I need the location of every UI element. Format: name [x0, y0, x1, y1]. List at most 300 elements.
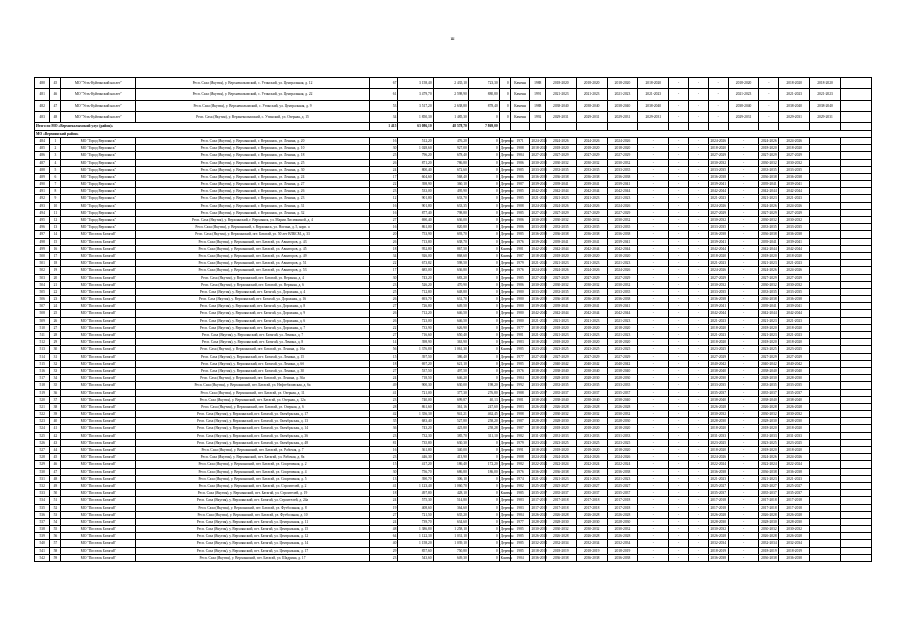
- table-cell: МО "Поселок Батагай": [61, 245, 136, 252]
- table-cell: МО "Город Верхоянск": [61, 209, 136, 216]
- table-cell: 743,20: [398, 425, 433, 432]
- table-cell: 2028-2030: [607, 418, 638, 425]
- table-cell: 2027-2029: [531, 210, 548, 215]
- table-row: [35, 202, 872, 209]
- table-cell: -: [638, 454, 669, 461]
- table-cell: -: [728, 209, 759, 216]
- table-cell: МО "Поселок Батагай": [61, 490, 136, 497]
- table-cell: -: [669, 252, 689, 259]
- table-cell: -: [638, 231, 669, 238]
- table-cell: 2027-2029: [545, 353, 576, 360]
- table-cell: 2018-2020: [545, 425, 576, 432]
- table-cell: 2038-2040: [779, 396, 810, 403]
- table-cell: 2040-2042: [759, 360, 779, 367]
- table-cell: 0: [468, 439, 499, 446]
- table-cell: [840, 533, 871, 540]
- table-cell: 2018-2020: [545, 252, 576, 259]
- totals-cell: [530, 123, 545, 130]
- table-cell: 2018-2019: [708, 547, 728, 554]
- table-cell: -: [689, 504, 709, 511]
- table-cell: 926,00: [398, 252, 433, 259]
- housing-register-table: [34, 77, 872, 562]
- table-cell: 2036-2038: [576, 173, 607, 180]
- table-cell: -: [638, 166, 669, 173]
- table-cell: 2027-2029: [545, 152, 576, 159]
- table-cell: 2031-2033: [576, 432, 607, 439]
- table-cell: -: [638, 439, 669, 446]
- table-cell: 2023-2025: [545, 439, 576, 446]
- table-cell: МО "Усть-Куйгинский наслег": [61, 111, 136, 122]
- table-cell: 24: [369, 166, 398, 173]
- table-cell: -: [669, 367, 689, 374]
- table-cell: -: [689, 260, 709, 267]
- table-cell: -: [728, 217, 759, 224]
- table-cell: 2033-2035: [779, 382, 810, 389]
- table-cell: 0: [468, 526, 499, 533]
- table-row: [35, 303, 872, 310]
- table-cell: 2017-2018: [759, 497, 779, 504]
- table-row: [35, 231, 872, 238]
- table-cell: Деревян: [500, 390, 514, 395]
- table-cell: 2017-2018: [545, 497, 576, 504]
- table-cell: 3: [50, 152, 61, 159]
- table-cell: 900,30: [398, 382, 433, 389]
- table-cell: Деревян: [500, 282, 514, 287]
- table-cell: 523: [35, 418, 50, 425]
- table-cell: [810, 554, 841, 561]
- table-cell: 2033-2035: [545, 224, 576, 231]
- table-cell: [840, 202, 871, 209]
- table-cell: -: [669, 454, 689, 461]
- table-cell: -: [638, 425, 669, 432]
- table-cell: 2026-2028: [545, 511, 576, 518]
- table-cell: 2038-2040: [779, 100, 810, 111]
- table-cell: 52: [50, 504, 61, 511]
- table-cell: 0: [499, 100, 510, 111]
- table-cell: -: [689, 332, 709, 339]
- table-cell: 2036-2038: [779, 231, 810, 238]
- table-cell: Респ. Саха (Якутия), у. Верхоянский, пгт. Батагай, ул. Ленина, д. 15: [136, 353, 369, 360]
- table-cell: -: [669, 389, 689, 396]
- table-cell: 2039-2041: [531, 304, 548, 309]
- table-cell: -: [708, 89, 728, 100]
- table-cell: 43: [50, 439, 61, 446]
- table-cell: -: [689, 360, 709, 367]
- table-cell: [810, 188, 841, 195]
- table-cell: 3 517,20: [398, 100, 433, 111]
- table-cell: Деревян: [500, 275, 514, 280]
- table-cell: Респ. Саха (Якутия), у. Верхоянский, пгт. Батагай, ул. Ленина, д. 30: [136, 367, 369, 374]
- table-cell: МО "Поселок Батагай": [61, 324, 136, 331]
- totals-cell: [728, 123, 759, 130]
- table-cell: [810, 447, 841, 454]
- table-cell: Деревян: [500, 167, 514, 172]
- totals-cell: [759, 123, 779, 130]
- table-cell: [810, 152, 841, 159]
- table-cell: 2028-2030: [779, 518, 810, 525]
- table-cell: 712,20: [398, 310, 433, 317]
- table-cell: 482: [35, 100, 50, 111]
- table-cell: [840, 526, 871, 533]
- table-row: [35, 461, 872, 468]
- table-cell: 2021-2023: [779, 89, 810, 100]
- table-cell: 2026-2028: [779, 533, 810, 540]
- table-cell: 2024-2026: [607, 267, 638, 274]
- table-cell: Деревян: [500, 146, 514, 151]
- table-cell: -: [759, 111, 779, 122]
- table-cell: -: [669, 202, 689, 209]
- table-cell: 2021-2023: [779, 475, 810, 482]
- table-cell: Каменн: [500, 555, 513, 560]
- table-cell: 1980: [510, 288, 530, 295]
- table-cell: 2039-2041: [576, 238, 607, 245]
- table-cell: [810, 382, 841, 389]
- table-cell: 2038-2040: [607, 100, 638, 111]
- table-cell: 9: [50, 195, 61, 202]
- table-cell: [810, 332, 841, 339]
- table-cell: 633,35: [433, 202, 468, 209]
- table-cell: -: [728, 137, 759, 144]
- table-cell: 0: [468, 490, 499, 497]
- table-cell: 0: [468, 475, 499, 482]
- table-row: [35, 518, 872, 525]
- table-cell: 1985: [510, 547, 530, 554]
- table-cell: 20: [369, 231, 398, 238]
- table-cell: 497,80: [398, 490, 433, 497]
- table-cell: Деревян: [500, 138, 514, 143]
- table-cell: -: [638, 188, 669, 195]
- table-cell: 2038-2040: [759, 367, 779, 374]
- table-cell: [810, 375, 841, 382]
- table-cell: 0: [468, 324, 499, 331]
- table-cell: МО "Поселок Батагай": [61, 367, 136, 374]
- table-cell: 537: [35, 518, 50, 525]
- table-cell: 24: [369, 497, 398, 504]
- table-cell: 649,50: [433, 303, 468, 310]
- table-cell: 47: [50, 100, 61, 111]
- table-cell: Респ. Саха (Якутия), у. Верхнеколымский, с. Утинский, ул. Центральная, д. 22: [136, 89, 369, 100]
- table-cell: Респ. Саха (Якутия), у. Верхоянский, пгт. Батагай, ул. Футбольная, д. 10: [136, 511, 369, 518]
- table-cell: -: [689, 346, 709, 353]
- table-cell: -: [669, 482, 689, 489]
- table-cell: 15: [369, 353, 398, 360]
- table-cell: 2026-2028: [607, 403, 638, 410]
- table-cell: Деревян: [500, 304, 514, 309]
- table-cell: 857,60: [398, 547, 433, 554]
- table-cell: -: [669, 497, 689, 504]
- table-cell: 2042-2044: [545, 188, 576, 195]
- table-cell: 721,00: [398, 389, 433, 396]
- table-cell: [840, 490, 871, 497]
- table-cell: 2018-2020: [531, 146, 548, 151]
- table-cell: 2029-2031: [810, 111, 841, 122]
- table-cell: 2018-2020: [545, 447, 576, 454]
- table-cell: [840, 245, 871, 252]
- table-cell: 23: [369, 454, 398, 461]
- table-cell: 2029-2031: [545, 111, 576, 122]
- table-cell: 0: [468, 339, 499, 346]
- table-cell: 621,10: [433, 360, 468, 367]
- table-cell: 534: [35, 497, 50, 504]
- table-cell: -: [669, 238, 689, 245]
- table-row: [35, 439, 872, 446]
- table-cell: 2025-2027: [779, 482, 810, 489]
- table-cell: Деревян: [500, 160, 514, 165]
- table-cell: 2039-2041: [576, 303, 607, 310]
- table-cell: 2024-2026: [531, 268, 548, 273]
- table-cell: 2021-2023: [708, 260, 728, 267]
- table-cell: 2024-2026: [576, 267, 607, 274]
- table-cell: -: [669, 303, 689, 310]
- table-cell: 2042-2044: [708, 188, 728, 195]
- table-cell: 1976: [510, 267, 530, 274]
- table-cell: -: [638, 389, 669, 396]
- table-cell: 408,60: [398, 504, 433, 511]
- table-cell: [810, 367, 841, 374]
- table-cell: 2023-2025: [759, 439, 779, 446]
- table-cell: 1992: [530, 111, 545, 122]
- table-row: [35, 89, 872, 100]
- table-cell: Деревян: [500, 289, 514, 294]
- table-cell: 36: [50, 389, 61, 396]
- table-cell: 0: [499, 111, 510, 122]
- table-cell: 2032-2034: [545, 540, 576, 547]
- table-cell: 2039-2041: [708, 238, 728, 245]
- table-cell: -: [638, 468, 669, 475]
- table-cell: 743,20: [398, 274, 433, 281]
- table-row: [35, 245, 872, 252]
- table-cell: -: [689, 324, 709, 331]
- table-cell: 2029-2031: [779, 111, 810, 122]
- table-cell: 2042-2044: [545, 310, 576, 317]
- table-cell: 2030-2032: [576, 281, 607, 288]
- table-cell: 2030-2032: [779, 526, 810, 533]
- table-cell: 2018-2020: [810, 78, 841, 89]
- table-cell: Деревян: [500, 354, 514, 359]
- table-cell: 2030-2032: [545, 217, 576, 224]
- table-cell: 2036-2038: [607, 231, 638, 238]
- table-row: [35, 418, 872, 425]
- table-cell: 1 158,20: [398, 540, 433, 547]
- table-cell: 712,80: [398, 288, 433, 295]
- table-cell: Деревян: [500, 333, 514, 338]
- table-cell: -: [689, 202, 709, 209]
- table-cell: 58: [50, 547, 61, 554]
- table-cell: -: [638, 375, 669, 382]
- table-cell: 40: [50, 418, 61, 425]
- table-cell: 2023-2025: [779, 346, 810, 353]
- table-cell: -: [669, 274, 689, 281]
- table-cell: 2030-2032: [607, 411, 638, 418]
- table-cell: Деревян: [500, 376, 514, 381]
- table-cell: 686,80: [433, 468, 468, 475]
- table-cell: 524: [35, 425, 50, 432]
- table-cell: Деревян: [500, 239, 514, 244]
- table-cell: 1 258,10: [433, 526, 468, 533]
- table-cell: 476,20: [433, 137, 468, 144]
- table-cell: 2024-2026: [576, 202, 607, 209]
- table-cell: 2035-2037: [708, 389, 728, 396]
- table-cell: 2026-2028: [545, 403, 576, 410]
- table-cell: -: [669, 533, 689, 540]
- table-cell: МО "Поселок Батагай": [61, 475, 136, 482]
- table-cell: 901,80: [398, 202, 433, 209]
- table-cell: -: [638, 260, 669, 267]
- table-cell: 2035-2037: [607, 389, 638, 396]
- table-cell: 2040-2042: [545, 360, 576, 367]
- table-cell: 0: [468, 367, 499, 374]
- table-cell: 35: [369, 418, 398, 425]
- table-cell: 46: [50, 461, 61, 468]
- table-cell: -: [669, 281, 689, 288]
- table-cell: [810, 245, 841, 252]
- table-cell: -: [669, 425, 689, 432]
- table-cell: [810, 475, 841, 482]
- table-cell: [840, 238, 871, 245]
- table-cell: -: [669, 317, 689, 324]
- table-cell: Респ. Саха (Якутия), у. Верхоянский, г. Верхоянск, ул. Ленина, д. 20: [136, 137, 369, 144]
- table-cell: 2027-2029: [531, 354, 548, 359]
- table-cell: 518: [35, 382, 50, 389]
- table-cell: 2018-2020: [576, 252, 607, 259]
- table-cell: [810, 439, 841, 446]
- table-row: [35, 267, 872, 274]
- section-header-row: [35, 130, 872, 137]
- table-cell: -: [708, 111, 728, 122]
- table-cell: -: [728, 425, 759, 432]
- table-cell: 35: [50, 382, 61, 389]
- table-cell: 2027-2029: [779, 274, 810, 281]
- table-cell: 0: [468, 111, 499, 122]
- table-cell: МО "Поселок Батагай": [61, 547, 136, 554]
- table-cell: 2030-2032: [779, 217, 810, 224]
- table-cell: 2021-2023: [576, 89, 607, 100]
- table-cell: -: [689, 518, 709, 525]
- table-cell: -: [728, 339, 759, 346]
- table-cell: 521: [35, 403, 50, 410]
- table-cell: [840, 231, 871, 238]
- table-cell: Деревян: [500, 361, 514, 366]
- table-cell: -: [689, 547, 709, 554]
- table-cell: 27: [369, 332, 398, 339]
- table-cell: Деревян: [500, 448, 514, 453]
- table-cell: 2036-2038: [708, 231, 728, 238]
- table-cell: -: [669, 166, 689, 173]
- table-cell: 723,00: [398, 317, 433, 324]
- table-cell: 31: [50, 353, 61, 360]
- table-cell: -: [689, 78, 709, 89]
- table-cell: 26: [369, 296, 398, 303]
- table-cell: [840, 454, 871, 461]
- table-cell: [840, 332, 871, 339]
- table-cell: 25: [50, 310, 61, 317]
- table-cell: -: [638, 396, 669, 403]
- table-cell: 723,30: [468, 78, 499, 89]
- table-cell: 502: [35, 267, 50, 274]
- table-cell: Респ. Саха (Якутия), у. Верхоянский, пгт. Батагай, ул. Верхняя, д. 4: [136, 274, 369, 281]
- table-cell: Респ. Саха (Якутия), у. Верхоянский, пгт. Батагай, ул. Авиаторов, д. 49: [136, 252, 369, 259]
- table-cell: 33: [50, 367, 61, 374]
- table-cell: 2018-2020: [607, 447, 638, 454]
- table-cell: -: [728, 195, 759, 202]
- table-cell: 2023-2025: [545, 346, 576, 353]
- table-cell: -: [638, 267, 669, 274]
- table-cell: 2026-2028: [607, 533, 638, 540]
- table-cell: 2039-2041: [545, 238, 576, 245]
- table-cell: 2021-2023: [779, 260, 810, 267]
- table-cell: 2033-2035: [576, 166, 607, 173]
- table-cell: 2030-2032: [545, 411, 576, 418]
- table-cell: 2021-2023: [759, 332, 779, 339]
- table-cell: -: [669, 403, 689, 410]
- table-cell: 878,40: [468, 100, 499, 111]
- table-cell: 2027-2029: [607, 353, 638, 360]
- table-cell: [810, 511, 841, 518]
- table-cell: Деревян: [500, 210, 514, 215]
- table-cell: 2024-2026: [708, 202, 728, 209]
- table-cell: [840, 296, 871, 303]
- table-cell: 1986: [510, 224, 530, 231]
- table-cell: 2036-2038: [708, 468, 728, 475]
- table-cell: 29: [369, 547, 398, 554]
- table-cell: 2026-2028: [759, 511, 779, 518]
- table-cell: 53: [369, 100, 398, 111]
- table-cell: 1984: [510, 375, 530, 382]
- table-cell: [810, 360, 841, 367]
- table-cell: -: [638, 411, 669, 418]
- table-cell: 2036-2038: [607, 554, 638, 561]
- table-cell: 635,20: [433, 511, 468, 518]
- table-cell: 536: [35, 511, 50, 518]
- table-cell: 2036-2038: [576, 468, 607, 475]
- table-cell: -: [689, 195, 709, 202]
- table-cell: 952,80: [398, 245, 433, 252]
- table-cell: 0: [468, 267, 499, 274]
- totals-cell: 1 415: [369, 123, 398, 130]
- table-cell: 2018-2020: [531, 253, 548, 258]
- table-cell: 2028-2030: [779, 375, 810, 382]
- table-cell: -: [728, 511, 759, 518]
- table-cell: 718,50: [398, 375, 433, 382]
- table-cell: 513: [35, 346, 50, 353]
- table-cell: 23: [369, 432, 398, 439]
- table-cell: 2036-2038: [708, 554, 728, 561]
- table-row: [35, 111, 872, 122]
- table-cell: 2018-2020: [607, 324, 638, 331]
- table-cell: 501: [35, 260, 50, 267]
- table-cell: 699,87: [433, 396, 468, 403]
- table-cell: -: [728, 482, 759, 489]
- table-cell: 2021-2023: [708, 195, 728, 202]
- table-cell: 53: [50, 511, 61, 518]
- table-cell: Респ. Саха (Якутия), у. Верхоянский, пгт. Батагай, ул. Октябрьская, д. 17: [136, 411, 369, 418]
- table-cell: 2017-2018: [607, 504, 638, 511]
- table-cell: -: [669, 511, 689, 518]
- table-cell: 735,80: [398, 439, 433, 446]
- table-cell: -: [669, 360, 689, 367]
- table-cell: 18: [369, 245, 398, 252]
- table-cell: -: [669, 173, 689, 180]
- table-cell: -: [728, 447, 759, 454]
- table-cell: 2033-2035: [759, 288, 779, 295]
- table-cell: 2027-2029: [531, 275, 548, 280]
- table-cell: [840, 137, 871, 144]
- table-cell: 2021-2023: [531, 333, 548, 338]
- table-cell: 2023-2025: [531, 440, 548, 445]
- table-cell: МО "Поселок Батагай": [61, 482, 136, 489]
- table-cell: 16: [369, 224, 398, 231]
- table-cell: 45: [50, 78, 61, 89]
